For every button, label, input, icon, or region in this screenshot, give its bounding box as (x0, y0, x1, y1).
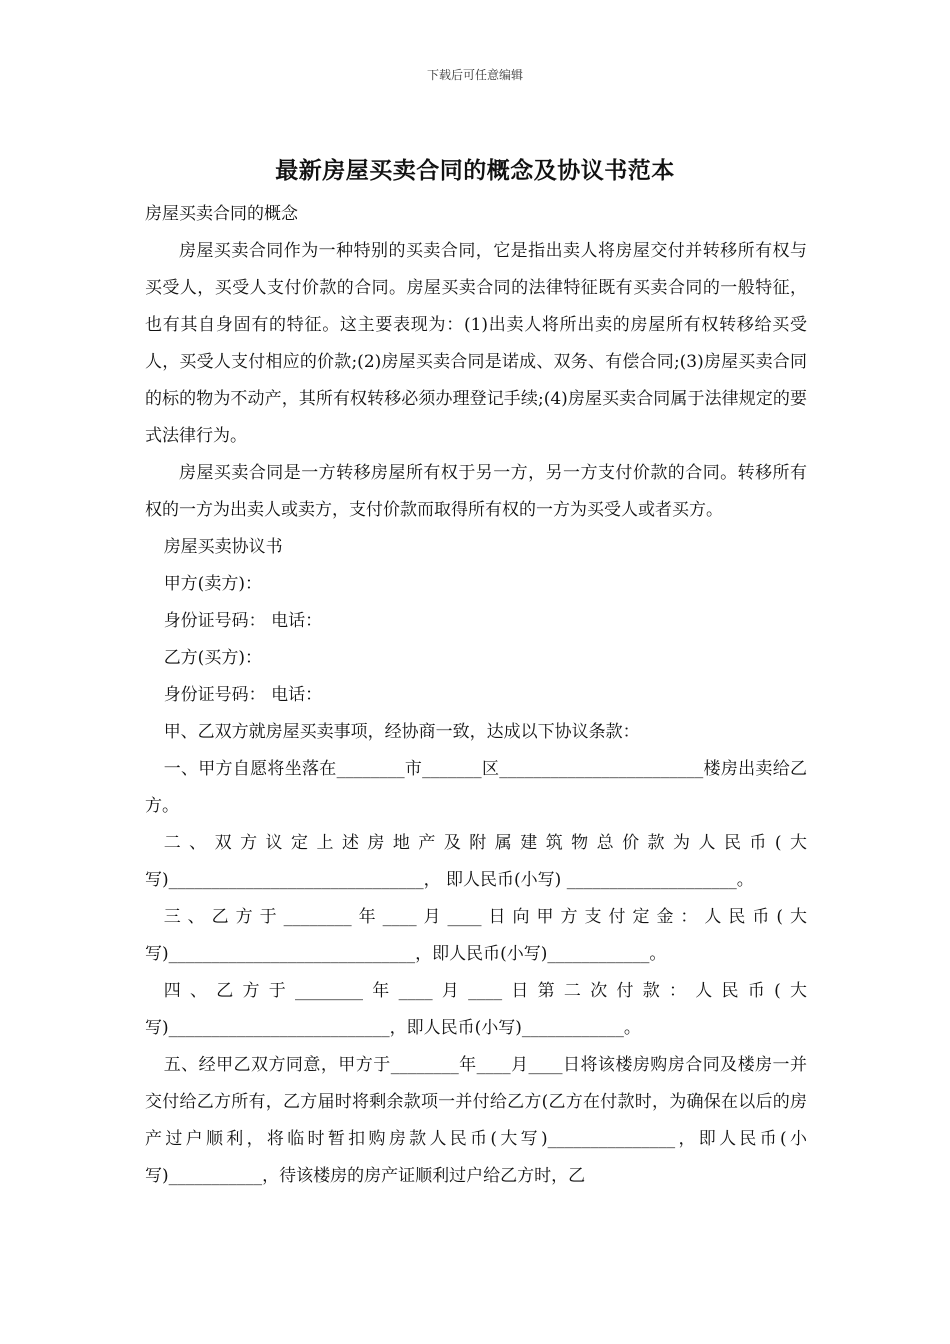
party-b-line: 乙方(买方)： (163, 648, 262, 668)
clause-1: 一、甲方自愿将坐落在________市_______区________________________楼房出卖给乙方。 (145, 759, 807, 816)
clause-4: 四、乙方于________年____月____日第二次付款：人民币(大写)__________________________，即人民币(小写)____________。 (145, 981, 807, 1038)
clause-3: 三、乙方于________年____月____日向甲方支付定金：人民币(大写)_____________________________，即人民币(小写)____________。 (145, 907, 807, 964)
party-b-id-phone-line: 身份证号码： 电话： (163, 685, 323, 705)
document-body (145, 196, 807, 1195)
clause-5: 五、经甲乙双方同意，甲方于________年____月____日将该楼房购房合同及楼房一并交付给乙方所有，乙方届时将剩余款项一并付给乙方(乙方在付款时，为确保在以后的房产过户顺利，将临时暂扣购房款人民币(大写)_______________，即人民币(小写)___________，待该楼房的房产证顺利过户给乙方时，乙 (145, 1055, 807, 1186)
party-a-id-phone-line: 身份证号码： 电话： (163, 611, 323, 631)
section-heading-concept: 房屋买卖合同的概念 (145, 204, 298, 224)
clause-2: 二、双方议定上述房地产及附属建筑物总价款为人民币(大写)______________________________， 即人民币(小写) ____________________。 (145, 833, 807, 890)
paragraph-concept-summary: 房屋买卖合同是一方转移房屋所有权于另一方，另一方支付价款的合同。转移所有权的一方为出卖人或卖方，支付价款而取得所有权的一方为买受人或者买方。 (145, 463, 807, 520)
paragraph-concept-definition: 房屋买卖合同作为一种特别的买卖合同，它是指出卖人将房屋交付并转移所有权与买受人，买受人支付价款的合同。房屋买卖合同的法律特征既有买卖合同的一般特征，也有其自身固有的特征。这主要表现为：(1)出卖人将所出卖的房屋所有权转移给买受人，买受人支付相应的价款;(2)房屋买卖合同是诺成、双务、有偿合同;(3)房屋买卖合同的标的物为不动产，其所有权转移必须办理登记手续;(4)房屋买卖合同属于法律规定的要式法律行为。 (145, 241, 807, 446)
page-header-note: 下载后可任意编辑 (426, 68, 523, 82)
agreement-heading: 房屋买卖协议书 (163, 537, 283, 557)
party-a-line: 甲方(卖方)： (163, 574, 262, 594)
document-title: 最新房屋买卖合同的概念及协议书范本 (275, 157, 675, 184)
agreement-intro: 甲、乙双方就房屋买卖事项，经协商一致，达成以下协议条款： (163, 722, 640, 742)
